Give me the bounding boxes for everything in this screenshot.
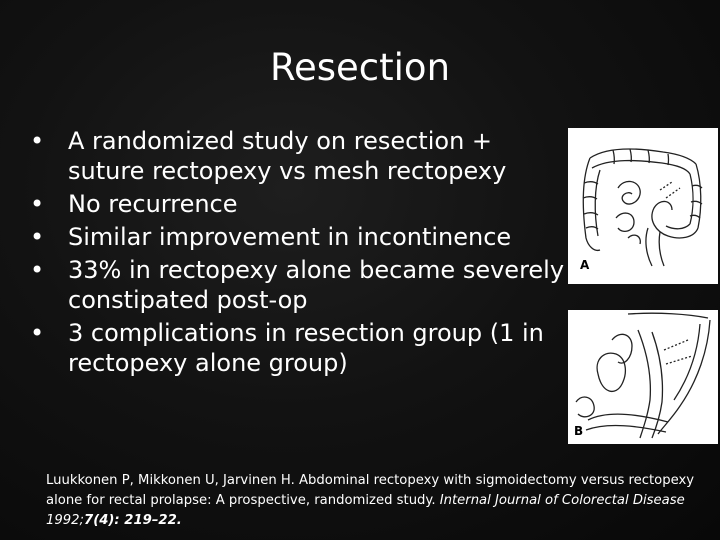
figure-a-colon-illustration (568, 128, 718, 284)
bullet-dot: • (30, 319, 45, 347)
bullet-dot: • (30, 256, 45, 284)
figure-b-label: B (574, 424, 584, 438)
bullet-item (28, 318, 568, 378)
colon-drawing (568, 128, 718, 284)
bullet-text: 3 complications in resection group (1 in rectopexy alone group) (68, 319, 544, 377)
bullet-dot: • (30, 190, 45, 218)
citation-authors-title: Luukkonen P, Mikkonen U, Jarvinen H. Abdominal rectopexy with sigmoidectomy versus rectopexy alone for rectal prolapse: A prospective, randomized study. (46, 473, 695, 508)
citation-journal: Internal Journal of Colorectal Disease 1992; (46, 493, 685, 528)
bullet-item (28, 126, 568, 186)
bullet-item (28, 255, 568, 315)
slide-title: Resection (269, 46, 451, 89)
bullet-list (28, 126, 568, 381)
bullet-text: Similar improvement in incontinence (68, 223, 512, 251)
bullet-text: No recurrence (68, 190, 238, 218)
figure-b-pelvis-illustration (568, 310, 718, 444)
bullet-dot: • (30, 223, 45, 251)
bullet-item (28, 222, 568, 252)
citation (46, 471, 706, 531)
bullet-item (28, 189, 568, 219)
bullet-text: 33% in rectopexy alone became severely constipated post-op (68, 256, 565, 314)
citation-volume: 7(4): 219–22. (84, 513, 182, 528)
pelvis-drawing (568, 310, 718, 444)
figure-a-label: A (580, 258, 590, 272)
bullet-dot: • (30, 127, 45, 155)
bullet-text: A randomized study on resection + suture rectopexy vs mesh rectopexy (68, 127, 507, 185)
